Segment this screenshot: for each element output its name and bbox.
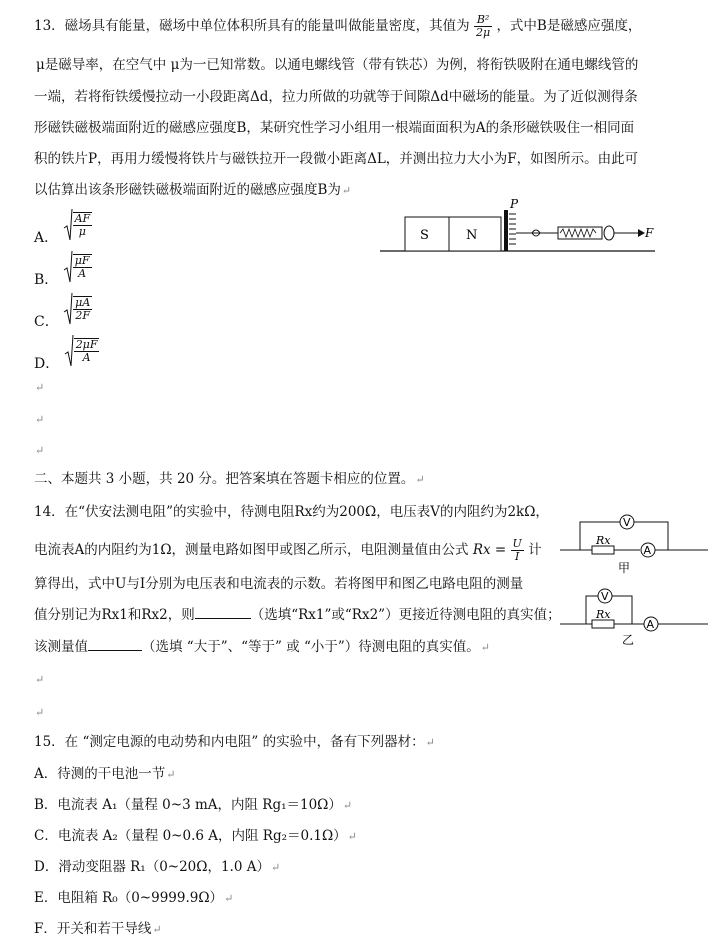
q15-item-f: F．开关和若干导线↵ [34, 921, 162, 937]
q14-line1: 14．在“伏安法测电阻”的实验中，待测电阻Rx约为200Ω，电压表V的内阻约为2kΩ， [34, 504, 549, 520]
jia-label: 甲 [618, 561, 631, 575]
blank-line: ↵ [35, 444, 45, 457]
q13-line6-text: 以估算出该条形磁铁磁极端面附近的磁感应强度B为 [34, 182, 341, 198]
sqrt-icon [64, 334, 100, 368]
resistor-rx [592, 620, 614, 628]
q13-line1-a: 13．磁场具有能量，磁场中单位体积所具有的能量叫做能量密度，其值为 [34, 18, 470, 34]
q13-line3: 一端，若将衔铁缓慢拉动一小段距离Δd，拉力所做的功就等于间隙Δd中磁场的能量。为了近似测得条 [34, 89, 638, 105]
answer-blank-1[interactable] [195, 606, 251, 619]
yi-label: 乙 [622, 633, 635, 647]
q15-line1: 15．在 “测定电源的电动势和内电阻” 的实验中，备有下列器材：↵ [34, 734, 435, 750]
q13-line1 [34, 14, 641, 39]
q15-item-b: B．电流表 A₁（量程 0~3 mA，内阻 Rg₁＝10Ω）↵ [34, 797, 353, 813]
ohm-formula: $\frac{U}{I}$ [512, 537, 522, 563]
choice-a-label: A． [34, 230, 59, 246]
choice-c-label: C． [34, 314, 59, 330]
blank-line: ↵ [35, 381, 45, 394]
choice-c [34, 292, 92, 331]
return-mark: ↵ [341, 184, 352, 197]
p-label: P [510, 197, 519, 211]
choice-d-den: A [82, 351, 91, 364]
choice-b-num: μF [74, 254, 90, 267]
answer-blank-2[interactable] [88, 638, 142, 651]
plate-hatching [509, 214, 516, 244]
choice-a-den: μ [78, 225, 86, 238]
rx-label: Rx [596, 608, 611, 621]
sqrt-icon [63, 208, 93, 242]
q14-line2-a: 电流表A的内阻约为1Ω，测量电路如图甲或图乙所示，电阻测量值由公式 [34, 542, 469, 558]
choice-b-den: A [78, 267, 87, 280]
svg-text:V: V [623, 516, 631, 529]
blank-line: ↵ [35, 673, 45, 686]
q14-line3: 算得出，式中U与I分别为电压表和电流表的示数。若将图甲和图乙电路电阻的测量 [34, 576, 524, 592]
formula-lhs: Rx = [472, 542, 507, 558]
q14-line2-b: 计 [528, 542, 542, 558]
choice-d-num: 2μF [75, 338, 98, 351]
choice-b [34, 250, 92, 289]
scale-ring-icon [604, 226, 614, 240]
q13-line5: 积的铁片P，再用力缓慢将铁片与磁铁拉开一段微小距离ΔL，并测出拉力大小为F，如图所示。由此可 [34, 151, 639, 167]
formula-denominator: 2μ [475, 26, 491, 39]
circuit-jia [560, 512, 710, 576]
formula-numerator: B² [474, 14, 492, 27]
q15-item-d: D．滑动变阻器 R₁（0~20Ω，1.0 A）↵ [34, 859, 281, 875]
q14-line5: 该测量值 （选填 “大于”、“等于” 或 “小于”）待测电阻的真实值。↵ [34, 639, 491, 655]
q13-line1-b: ，式中B是磁感应强度， [496, 18, 642, 34]
q15-item-c: C．电流表 A₂（量程 0~0.6 A，内阻 Rg₂＝0.1Ω）↵ [34, 828, 357, 844]
choice-d-label: D． [34, 356, 60, 372]
choice-c-num: μA [75, 296, 91, 309]
section-two-heading: 二、本题共 3 小题，共 20 分。把答案填在答题卡相应的位置。↵ [34, 471, 425, 487]
choice-a-num: AF [74, 212, 91, 225]
q14-line4: 值分别记为Rx1和Rx2，则 （选填“Rx1”或“Rx2”）更接近待测电阻的真实值； [34, 607, 561, 623]
rx-label: Rx [596, 534, 611, 547]
choice-d [34, 334, 99, 373]
resistor-rx [592, 546, 614, 554]
q14-line2 [34, 538, 542, 563]
energy-density-formula [474, 14, 492, 39]
choice-c-den: 2F [75, 309, 91, 322]
svg-text:V: V [601, 590, 609, 603]
s-label: S [420, 228, 429, 243]
blank-line: ↵ [35, 706, 45, 719]
svg-text:A: A [646, 618, 655, 631]
f-label: F [645, 226, 654, 240]
q13-line2: μ是磁导率，在空气中 μ为一已知常数。以通电螺线管（带有铁芯）为例，将衔铁吸附在通电螺线管的 [36, 57, 639, 73]
q15-item-a: A．待测的干电池一节↵ [34, 766, 176, 782]
circuit-yi [560, 588, 710, 648]
svg-text:A: A [643, 544, 652, 557]
blank-line: ↵ [35, 413, 45, 426]
magnet-diagram [380, 196, 660, 260]
n-label: N [466, 228, 478, 243]
choice-b-label: B． [34, 272, 59, 288]
sqrt-icon [63, 250, 92, 284]
sqrt-icon [63, 292, 92, 326]
q15-item-e: E．电阻箱 R₀（0~9999.9Ω）↵ [34, 890, 234, 906]
q13-line6 [34, 181, 351, 200]
q13-line4: 形磁铁磁极端面附近的磁感应强度B，某研究性学习小组用一根端面面积为A的条形磁铁吸住一相同面 [34, 120, 635, 136]
choice-a [34, 208, 92, 247]
